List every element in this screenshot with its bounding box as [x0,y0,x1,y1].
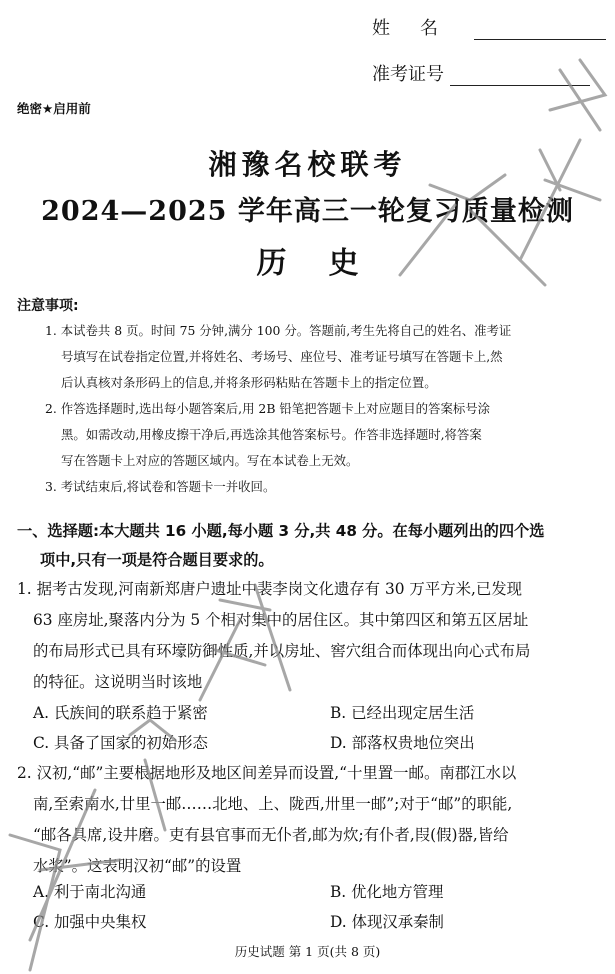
name-label: 姓名 [372,18,468,39]
notice-heading: 注意事项: [17,298,79,314]
q1-option-c[interactable]: C. 具备了国家的初始形态 [33,734,208,752]
notice-row: 后认真核对条形码上的信息,并将条形码粘贴在答题卡上的指定位置。 [61,375,437,390]
confidential-mark: 绝密★启用前 [17,101,91,116]
notice-row: 写在答题卡上对应的答题区域内。写在本试卷上无效。 [61,453,359,468]
notice-row: 1. 本试卷共 8 页。时间 75 分钟,满分 100 分。答题前,考生先将自己的姓名、准考证 [45,323,512,338]
section-heading-line1: 一、选择题:本大题共 16 小题,每小题 3 分,共 48 分。在每小题列出的四个选 [17,522,545,540]
q2-option-b[interactable]: B. 优化地方管理 [330,883,444,901]
exam-title: 2024—2025 学年高三一轮复习质量检测 [41,196,574,227]
question-text-row: 水浆”。这表明汉初“邮”的设置 [33,857,242,875]
section-heading-line2: 项中,只有一项是符合题目要求的。 [40,551,274,569]
ticket-number-blank-line[interactable] [450,67,590,86]
question-text-row: 的特征。这说明当时该地 [33,673,203,691]
q2-option-a[interactable]: A. 利于南北沟通 [33,883,147,901]
page-footer: 历史试题 第 1 页(共 8 页) [234,944,381,959]
q1-option-b[interactable]: B. 已经出现定居生活 [330,704,475,722]
ticket-number-label: 准考证号 [372,64,444,85]
ticket-number-field [372,60,590,86]
notice-row: 3. 考试结束后,将试卷和答题卡一并收回。 [45,479,276,494]
notice-row: 黑。如需改动,用橡皮擦干净后,再选涂其他答案标号。作答非选择题时,将答案 [61,427,482,442]
question-text-row: 63 座房址,聚落内分为 5 个相对集中的居住区。其中第四区和第五区居址 [33,611,529,629]
question-text-row: 的布局形式已具有环壕防御性质,并以房址、窖穴组合而体现出向心式布局 [33,642,531,660]
question-text-row: “邮各具席,设井磨。吏有县官事而无仆者,邮为炊;有仆者,叚(假)器,皆给 [33,826,509,844]
subject-title: 历史 [256,246,401,281]
question-text-row: 1. 据考古发现,河南新郑唐户遗址中裴李岗文化遗存有 30 万平方米,已发现 [17,580,523,598]
name-blank-line[interactable] [474,21,606,40]
name-field [372,14,606,40]
exam-alliance-title: 湘豫名校联考 [208,148,407,181]
notice-row: 号填写在试卷指定位置,并将姓名、考场号、座位号、准考证号填写在答题卡上,然 [61,349,503,364]
notice-row: 2. 作答选择题时,选出每小题答案后,用 2B 铅笔把答题卡上对应题目的答案标号涂 [45,401,491,416]
q2-option-d[interactable]: D. 体现汉承秦制 [330,913,444,931]
question-text-row: 2. 汉初,“邮”主要根据地形及地区间差异而设置,“十里置一邮。南郡江水以 [17,764,517,782]
q1-option-a[interactable]: A. 氏族间的联系趋于紧密 [33,704,208,722]
question-text-row: 南,至索南水,廿里一邮……北地、上、陇西,卅里一邮”;对于“邮”的职能, [33,795,513,813]
q2-option-c[interactable]: C. 加强中央集权 [33,913,147,931]
q1-option-d[interactable]: D. 部落权贵地位突出 [330,734,475,752]
